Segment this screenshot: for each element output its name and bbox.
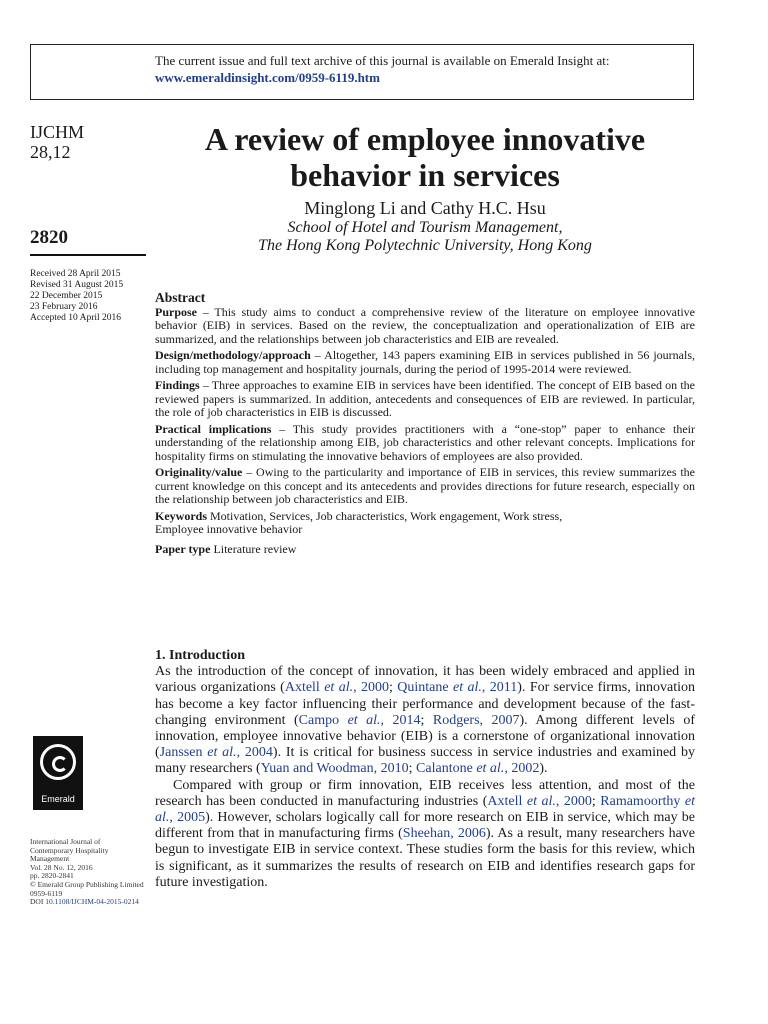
date-revised-3: 23 February 2016 (30, 302, 98, 312)
findings-text: – Three approaches to examine EIB in services have been identified. The concept of EIB based on the reviewed papers is summarized. In addition, antecedents and consequences of EIB are reviewed. In particular, the role of job characteristics in EIB is discussed. (155, 378, 695, 419)
abstract-keywords (155, 510, 695, 537)
history-dates (30, 269, 148, 324)
citation-link[interactable]: , 2000 (555, 793, 592, 809)
text: ). However, scholars logically call for more research on EIB in service, which may be different from that in manufacturing firms ( (155, 810, 695, 842)
citation-link[interactable]: et al. (476, 761, 505, 777)
text: Compared with group or firm innovation, EIB receives less attention, and most of the research has been conducted in manufacturing industries ( (155, 777, 695, 809)
doi-label: DOI (30, 897, 44, 907)
text: ; (591, 793, 601, 809)
keywords-label: Keywords (155, 508, 207, 523)
text: ). As a result, many researchers have begun to investigate EIB in service context. These studies form the basis for this review, which is significant, as it summarizes the results of research on EIB and identifies research gaps for future investigation. (155, 826, 695, 890)
abstract-heading: Abstract (155, 290, 206, 305)
citation-link[interactable]: Axtell (487, 793, 527, 809)
date-received: Received 28 April 2015 (30, 269, 121, 279)
citation-link[interactable]: et al. (453, 680, 482, 696)
journal-info (30, 838, 148, 907)
citation-link[interactable]: , 2014 (380, 712, 421, 728)
design-label: Design/methodology/approach (155, 348, 311, 362)
citation-link[interactable]: , 2011 (481, 680, 518, 696)
text: ). Among different levels of innovation, employee innovative behavior (EIB) is a cornerstone of organizational innovation ( (155, 712, 695, 761)
introduction-heading: 1. Introduction (155, 648, 245, 663)
originality-label: Originality/value (155, 465, 243, 479)
abstract-design (155, 349, 695, 376)
text: ; (420, 712, 433, 728)
text: ). It is critical for business success in service industries and examined by many researchers ( (155, 745, 695, 777)
paper-type-text: Literature review (210, 541, 297, 556)
volume-issue: 28,12 (30, 142, 71, 162)
journal-info-line: Vol. 28 No. 12, 2016 (30, 862, 93, 872)
abstract-paper-type (155, 543, 695, 557)
journal-info-line: Contemporary Hospitality (30, 845, 109, 855)
doi-link[interactable]: 10.1108/IJCHM-04-2015-0214 (45, 897, 139, 907)
citation-link[interactable]: Campo (298, 712, 348, 728)
citation-link[interactable]: Quintane (397, 680, 453, 696)
citation-link[interactable]: Rodgers, 2007 (432, 712, 520, 728)
header-box (30, 44, 694, 100)
design-text: – Altogether, 143 papers examining EIB in services published in 56 journals, including top management and hospitality journals, during the period of 1995-2014 were reviewed. (155, 348, 695, 376)
citation-link[interactable]: et al. (207, 745, 237, 761)
affiliation-line-1: School of Hotel and Tourism Management, (287, 219, 563, 236)
text: ). (539, 761, 548, 777)
emerald-logo (33, 736, 83, 810)
abstract-practical (155, 423, 695, 464)
journal-abbreviation (30, 122, 148, 162)
page-number: 2820 (30, 227, 68, 248)
sidebar-divider (30, 254, 146, 256)
citation-link[interactable]: et al. (324, 680, 354, 696)
doi-line (30, 898, 148, 907)
text: As the introduction of the concept of innovation, it has been widely embraced and applied in various organizations ( (155, 664, 695, 696)
citation-link[interactable]: Axtell (284, 680, 325, 696)
citation-link[interactable]: , 2004 (236, 745, 273, 761)
citation-link[interactable]: , 2000 (353, 680, 389, 696)
findings-label: Findings (155, 378, 200, 392)
citation-link[interactable]: Yuan and Woodman, 2010 (260, 761, 409, 777)
text: ; (408, 761, 417, 777)
purpose-label: Purpose (155, 304, 197, 319)
emerald-logo-icon (40, 744, 76, 780)
originality-text: – Owing to the particularity and importance of EIB in services, this review summarizes the current knowledge on this concept and its antecedents and provides directions for future research, especially on the relationship between job characteristics and EIB. (155, 465, 695, 506)
citation-link[interactable]: , 2002 (504, 761, 540, 777)
journal-abbr-text: IJCHM (30, 122, 85, 142)
header-journal-link[interactable]: www.emeraldinsight.com/0959-6119.htm (155, 70, 380, 85)
journal-info-line: 0959-6119 (30, 888, 63, 898)
article-authors: Minglong Li and Cathy H.C. Hsu (304, 198, 546, 218)
date-revised-1: Revised 31 August 2015 (30, 280, 124, 290)
journal-info-line: International Journal of (30, 837, 101, 846)
purpose-text: – This study aims to conduct a comprehensive review of the literature on employee innovative behavior (EIB) in services. Based on the review, the conceptualization and operationalization of EIB are summarized, and the relationships between job characteristics and EIB are revealed. (155, 304, 695, 346)
text: ; (389, 680, 398, 696)
emerald-logo-text: Emerald (41, 794, 75, 804)
article-title (155, 121, 695, 193)
keywords-text-2: Employee innovative behavior (155, 522, 303, 536)
introduction-section (155, 648, 695, 891)
citation-link[interactable]: et al. (526, 793, 556, 809)
practical-label: Practical implications (155, 421, 272, 436)
abstract (155, 291, 695, 559)
practical-text: – This study provides practitioners with a “one-stop” paper to enhance their understanding of the relationship among EIB, job characteristics and other relevant concepts. Implications for hospitality firms on stimulating the innovative behaviors of employees are also provided. (155, 421, 695, 463)
journal-info-line: pp. 2820-2841 (30, 871, 74, 881)
title-line-1: A review of employee innovative (204, 121, 646, 157)
citation-link[interactable]: et al. (347, 712, 381, 728)
paper-type-label: Paper type (155, 541, 211, 556)
citation-link[interactable]: Calantone (416, 761, 477, 777)
citation-link[interactable]: Sheehan, 2006 (402, 826, 486, 842)
citation-link[interactable]: et al. (155, 793, 695, 826)
date-revised-2: 22 December 2015 (30, 291, 103, 301)
title-line-2: behavior in services (290, 157, 560, 193)
header-availability-text: The current issue and full text archive of this journal is available on Emerald Insight at: (155, 53, 610, 68)
citation-link[interactable]: , 2005 (169, 810, 206, 826)
journal-info-line: © Emerald Group Publishing Limited (30, 879, 144, 889)
abstract-purpose (155, 306, 695, 347)
citation-link[interactable]: Janssen (159, 745, 208, 761)
citation-link[interactable]: Ramamoorthy (600, 793, 685, 809)
text: ). For service firms, innovation has become a key factor influencing their performance and development because of the fast-changing environment ( (155, 680, 696, 728)
journal-info-line: Management (30, 854, 70, 864)
intro-paragraph-2 (155, 778, 695, 891)
date-accepted: Accepted 10 April 2016 (30, 313, 122, 323)
keywords-text-1: Motivation, Services, Job characteristics, Work engagement, Work stress, (207, 508, 563, 523)
abstract-originality (155, 466, 695, 507)
affiliation-line-2: The Hong Kong Polytechnic University, Hong Kong (258, 237, 592, 254)
abstract-findings (155, 379, 695, 420)
intro-paragraph-1 (155, 664, 695, 777)
